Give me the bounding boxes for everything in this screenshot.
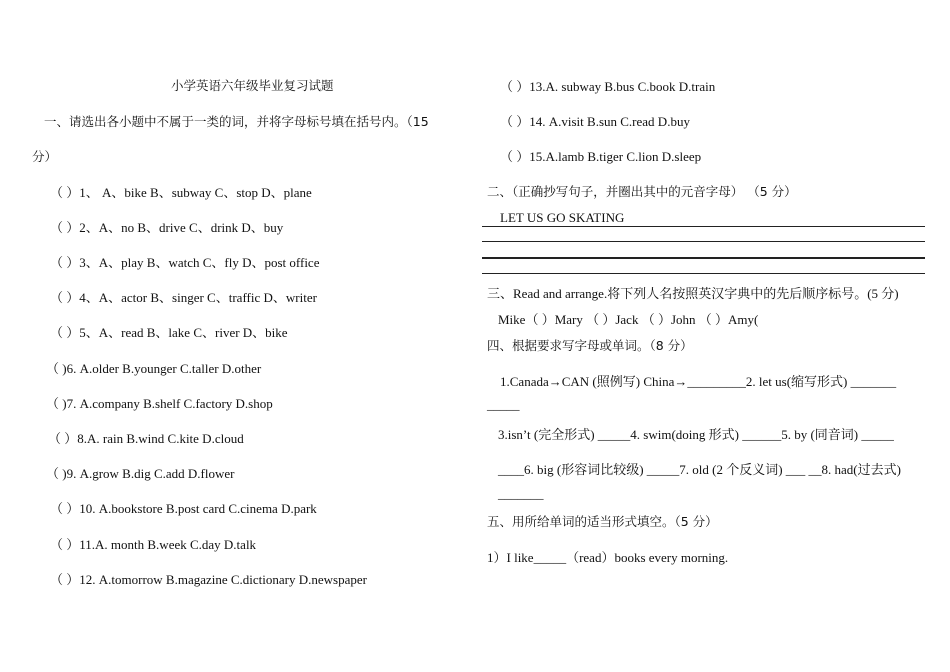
section2-heading: 二、（正确抄写句子，并圈出其中的元音字母） （5 分） xyxy=(487,184,797,199)
section4-line1-cont: _____ xyxy=(487,397,520,412)
section4-heading: 四、根据要求写字母或单词。（8 分） xyxy=(487,338,693,353)
section4-line3-cont: _______ xyxy=(498,486,544,501)
section3-heading: 三、Read and arrange.将下列人名按照英汉字典中的先后顺序标号。(5 分) xyxy=(487,286,899,301)
section4-line2: 3.isn’t (完全形式) _____4. swim(doing 形式) ______5. by (同音词) _____ xyxy=(498,427,894,442)
question-7: （ )7. A.company B.shelf C.factory D.shop xyxy=(46,396,273,411)
section1-heading: 一、请选出各小题中不属于一类的词，并将字母标号填在括号内。（15 xyxy=(44,114,429,129)
question-15: （ ）15.A.lamb B.tiger C.lion D.sleep xyxy=(500,149,702,164)
section4-line3: ____6. big (形容词比较级) _____7. old (2 个反义词) ___ __8. had(过去式) xyxy=(498,462,901,477)
section5-heading: 五、用所给单词的适当形式填空。（5 分） xyxy=(487,514,718,529)
question-1: （ ）1、 A、bike B、subway C、stop D、plane xyxy=(50,185,312,200)
question-4: （ ）4、A、actor B、singer C、traffic D、writer xyxy=(50,290,317,305)
section4-line1: 1.Canada→CAN (照例写) China→_________2. let us(缩写形式) _______ xyxy=(500,374,897,389)
question-13: （ ）13.A. subway B.bus C.book D.train xyxy=(500,79,716,94)
question-14: （ ）14. A.visit B.sun C.read D.buy xyxy=(500,114,690,129)
writing-line xyxy=(482,226,925,227)
section5-question-1: 1）I like_____（read）books every morning. xyxy=(487,550,729,565)
question-10: （ ）10. A.bookstore B.post card C.cinema D.park xyxy=(50,501,317,516)
section1-heading-cont: 分） xyxy=(32,149,58,164)
names-to-arrange: Mike（ ）Mary （ ）Jack （ ）John （ ）Amy( xyxy=(498,312,759,327)
page-title: 小学英语六年级毕业复习试题 xyxy=(171,78,334,93)
writing-line xyxy=(482,257,925,259)
writing-line xyxy=(482,241,925,242)
copy-sentence: LET US GO SKATING xyxy=(500,210,625,225)
question-12: （ ）12. A.tomorrow B.magazine C.dictionary D.newspaper xyxy=(50,572,367,587)
question-2: （ ）2、A、no B、drive C、drink D、buy xyxy=(50,220,284,235)
question-3: （ ）3、A、play B、watch C、fly D、post office xyxy=(50,255,320,270)
writing-line xyxy=(482,273,925,274)
question-6: （ )6. A.older B.younger C.taller D.other xyxy=(46,361,262,376)
question-11: （ ）11.A. month B.week C.day D.talk xyxy=(50,537,257,552)
question-5: （ ）5、A、read B、lake C、river D、bike xyxy=(50,325,288,340)
question-8: （ ）8.A. rain B.wind C.kite D.cloud xyxy=(48,431,244,446)
question-9: （ )9. A.grow B.dig C.add D.flower xyxy=(46,466,235,481)
